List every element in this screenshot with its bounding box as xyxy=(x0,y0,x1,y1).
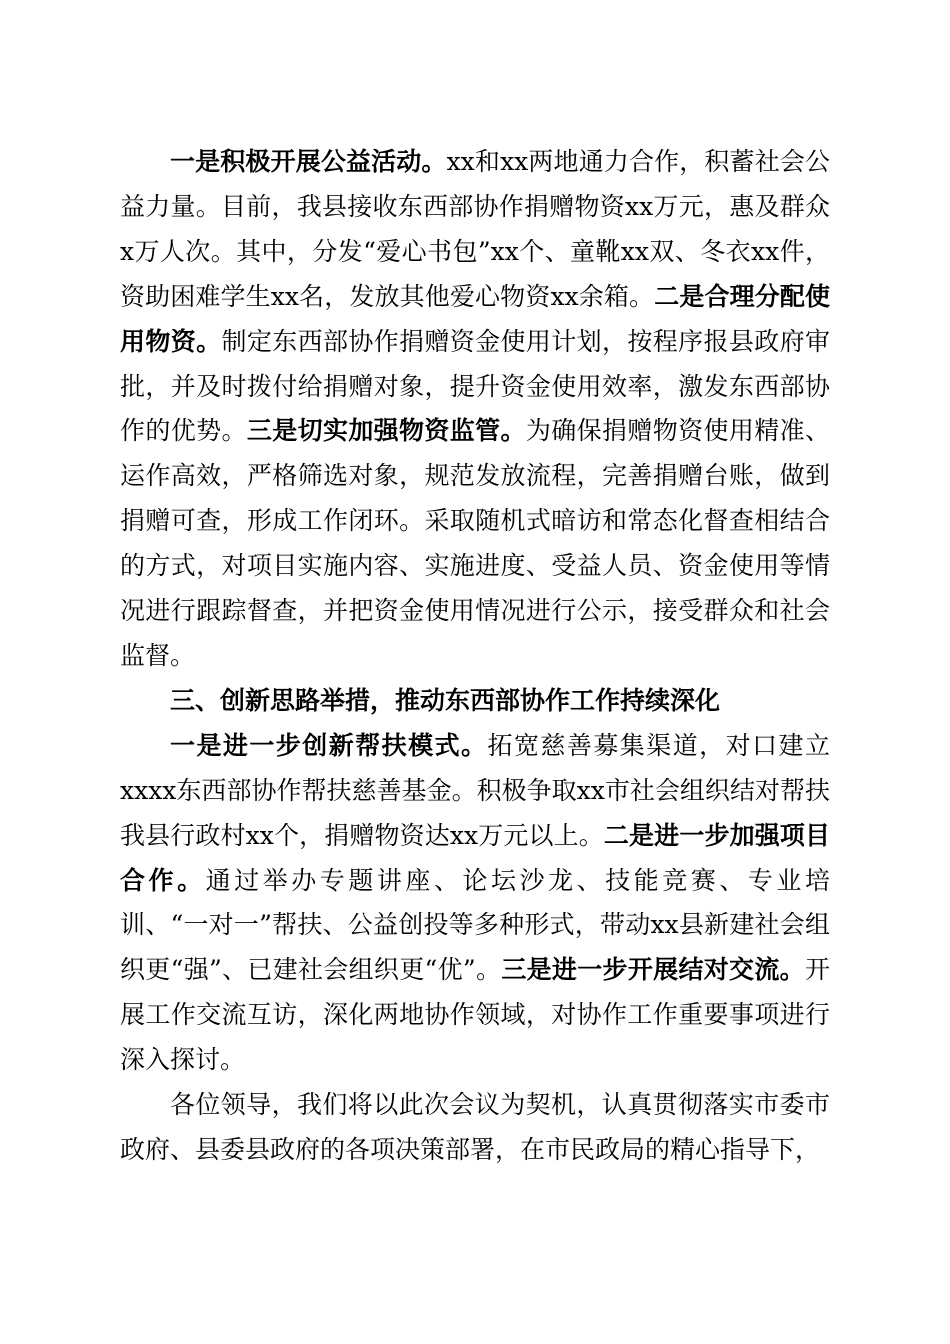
lead-phrase: 二是进一步加强项目合作。 xyxy=(120,820,830,895)
body-text: 通过举办专题讲座、论坛沙龙、技能竞赛、专业培训、“一对一”帮扶、公益创投等多种形式，带动xx县新建社会组织更“强”、已建社会组织更“优”。 xyxy=(120,865,830,985)
body-text: 各位领导，我们将以此次会议为契机，认真贯彻落实市委市政府、县委县政府的各项决策部署，在市民政局的精心指导下， xyxy=(120,1090,830,1164)
lead-phrase: 一是积极开展公益活动。 xyxy=(170,147,447,176)
body-text: xx和xx两地通力合作，积蓄社会公益力量。目前，我县接收东西部协作捐赠物资xx万元，惠及群众x万人次。其中，分发“爱心书包”xx个、童靴xx双、冬衣xx件，资助困难学生xx名，发放其他爱心物资xx余箱。 xyxy=(120,147,830,311)
body-text: 开展工作交流互访，深化两地协作领域，对协作工作重要事项进行深入探讨。 xyxy=(120,955,830,1075)
lead-phrase: 三是切实加强物资监管。 xyxy=(246,416,526,446)
document-body xyxy=(120,140,830,1173)
lead-phrase: 一是进一步创新帮扶模式。 xyxy=(170,730,488,760)
paragraph-public-welfare xyxy=(120,140,830,679)
body-text: 为确保捐赠物资使用精准、运作高效，严格筛选对象，规范发放流程，完善捐赠台账，做到捐赠可查，形成工作闭环。采取随机式暗访和常态化督查相结合的方式，对项目实施内容、实施进度、受益人员、资金使用等情况进行跟踪督查，并把资金使用情况进行公示，接受群众和社会监督。 xyxy=(120,416,830,670)
body-text: 拓宽慈善募集渠道，对口建立xxxx东西部协作帮扶慈善基金。积极争取xx市社会组织结对帮扶我县行政村xx个，捐赠物资达xx万元以上。 xyxy=(120,730,830,850)
body-text: 制定东西部协作捐赠资金使用计划，按程序报县政府审批，并及时拨付给捐赠对象，提升资金使用效率，激发东西部协作的优势。 xyxy=(120,326,830,446)
paragraph-closing xyxy=(120,1083,830,1173)
lead-phrase: 三是进一步开展结对交流。 xyxy=(501,955,805,985)
section-heading: 三、创新思路举措，推动东西部协作工作持续深化 xyxy=(170,685,721,715)
paragraph-innovation xyxy=(120,724,830,1083)
lead-phrase: 二是合理分配使用物资。 xyxy=(120,281,830,356)
